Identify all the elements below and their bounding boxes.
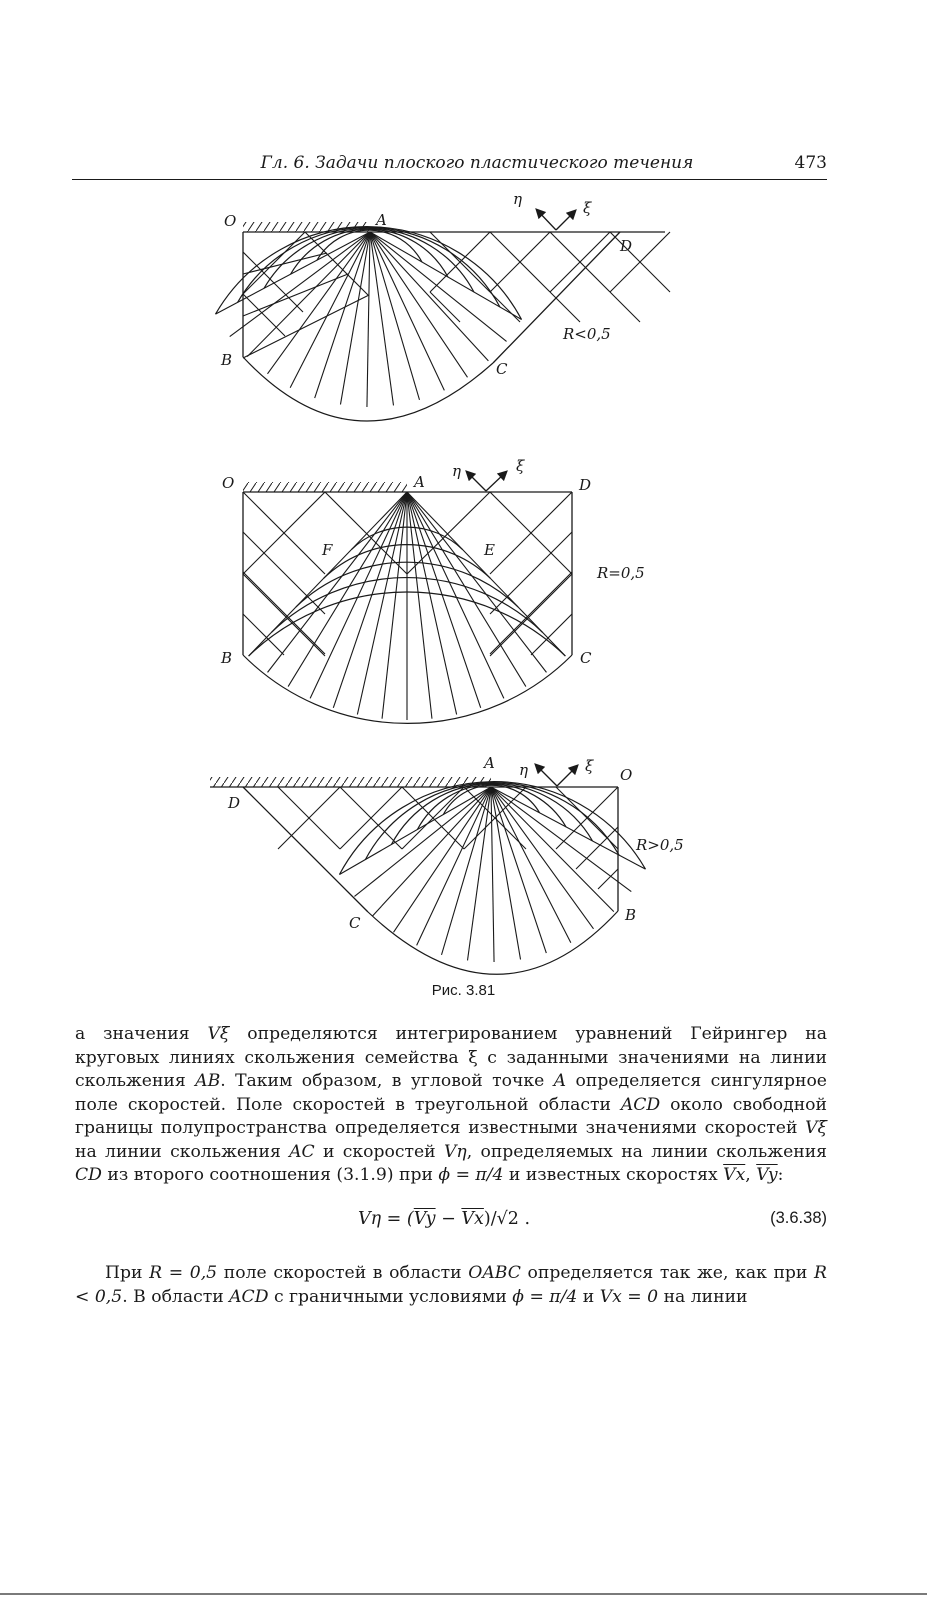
point-C: C	[580, 649, 592, 667]
slip-line	[243, 253, 327, 274]
paragraph-1: а значения Vξ определяются интегрированием уравнений Гейрингер на круговых линиях скольжения семейства ξ с заданными значениями на линии скольжения AB. Таким образом, в угловой точке A определяется сингулярное поле скоростей. Поле скоростей в треугольной области ACD около свободной границы полупространства определяется известными значениями скоростей Vξ на линии скольжения AC и скоростей Vη, определяемых на линии скольжения CD из второго соотношения (3.1.9) при ϕ = π/4 и известных скоростях $\overline{Vx}$, $\overline{Vy}$:	[75, 1024, 828, 1185]
running-head	[72, 153, 827, 180]
point-B: B	[625, 906, 637, 924]
fan-ray	[407, 492, 457, 714]
eta-label: η	[513, 195, 522, 208]
point-D: D	[228, 794, 241, 812]
scan-bottom-edge	[0, 1593, 927, 1595]
eta-arrow	[536, 765, 557, 786]
fan-ray	[468, 787, 491, 960]
fan-ray	[370, 232, 419, 399]
fixed-boundary-hatch	[243, 482, 407, 492]
fan-ray	[357, 492, 407, 714]
point-O: O	[620, 766, 633, 784]
point-F: F	[322, 541, 333, 559]
point-A: A	[414, 473, 425, 491]
panel-r-equal-half	[220, 457, 645, 723]
eta-arrow	[537, 210, 556, 230]
fan-ray	[340, 232, 369, 404]
slip-line	[531, 614, 572, 655]
running-title: Гл. 6. Задачи плоского пластического течения	[260, 153, 694, 173]
point-C: C	[496, 360, 508, 378]
boundary-DC	[243, 787, 368, 912]
fan-ray	[333, 492, 407, 707]
point-D: D	[579, 476, 592, 494]
paragraph-2: При R = 0,5 поле скоростей в области OABC определяется так же, как при R < 0,5. В области ACD с граничными условиями ϕ = π/4 и Vx = 0 на линии	[75, 1263, 827, 1307]
fan-ray	[247, 232, 369, 356]
slip-line	[550, 292, 580, 322]
fan-ray	[370, 232, 506, 341]
slip-line	[490, 292, 520, 322]
figure-caption: Рис. 3.81	[431, 982, 496, 999]
fan-ray	[354, 787, 490, 896]
point-C: C	[349, 914, 361, 932]
page-number: 473	[794, 153, 827, 173]
fan-ray	[491, 787, 631, 891]
eta-label: η	[519, 761, 528, 779]
fan-ray	[407, 492, 546, 672]
xi-arrow	[557, 766, 577, 786]
point-O: O	[222, 474, 235, 492]
fan-ray	[407, 492, 481, 707]
point-B: B	[221, 351, 233, 369]
fan-ray	[290, 232, 370, 387]
point-E: E	[484, 541, 495, 559]
xi-label: ξ	[516, 457, 525, 475]
xi-arrow	[486, 472, 506, 491]
slip-line	[576, 827, 618, 869]
condition-label: R<0,5	[563, 325, 611, 343]
boundary-CD	[493, 232, 620, 363]
slip-line	[490, 532, 572, 614]
eta-label: η	[452, 462, 461, 480]
eta-arrow	[467, 472, 486, 491]
fan-ray	[268, 492, 407, 672]
slip-line	[610, 292, 640, 322]
condition-label: R>0,5	[636, 836, 684, 854]
point-O: O	[224, 212, 237, 230]
fan-ray	[370, 232, 393, 405]
fixed-boundary-hatch	[210, 777, 491, 787]
slip-line	[430, 292, 460, 322]
xi-arrow	[556, 211, 575, 230]
panel-r-greater-half	[210, 754, 684, 974]
point-D: D	[620, 237, 633, 255]
point-A: A	[484, 754, 495, 772]
slip-line	[243, 614, 284, 655]
fan-ray	[491, 787, 520, 959]
equation-number: (3.6.38)	[770, 1209, 827, 1227]
slip-line	[243, 574, 325, 656]
fan-ray	[230, 232, 370, 336]
equation-body: $V\eta = (\overline{Vy} - \overline{Vx})/√2$ .	[358, 1209, 531, 1229]
fan-ray	[367, 232, 370, 406]
fan-ray	[442, 787, 491, 954]
point-A: A	[376, 211, 387, 229]
xi-label: ξ	[583, 199, 592, 217]
equation-3-6-38	[75, 1209, 827, 1235]
fan-ray	[373, 787, 491, 916]
point-B: B	[221, 649, 233, 667]
xi-label: ξ	[585, 757, 594, 775]
fan-ray	[491, 787, 571, 942]
panel-r-less-half	[215, 195, 670, 421]
slip-line-figure	[0, 195, 927, 975]
condition-label: R=0,5	[597, 564, 645, 582]
fan-ray	[417, 787, 491, 945]
fan-ray	[491, 787, 494, 961]
